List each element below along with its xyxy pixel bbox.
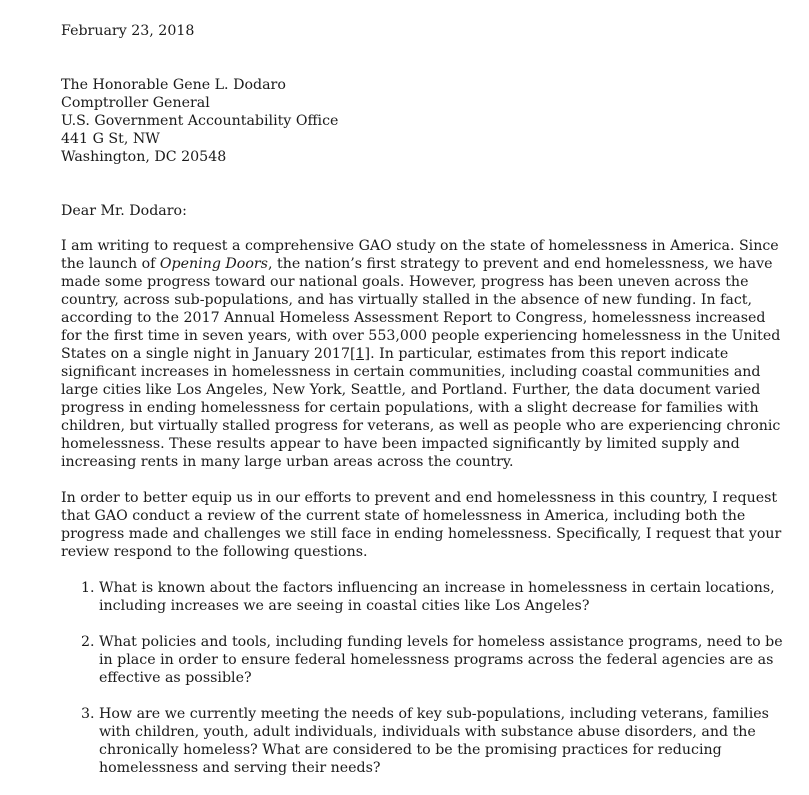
para1-text-c: . In particular, estimates from this report indicate significant increases in homelessness in certain communities, including coastal communities and large cities like Los Angeles, New York, Seattle, and Portland. Further, the data document varied progress in ending homelessness for certain populations, with a slight decrease for families with children, but virtually stalled progress for veterans, as well as people who are experiencing chronic homelessness. These results appear to have been impacted significantly by limited supply and increasing rents in many large urban areas across the country. — [61, 346, 781, 470]
body-paragraph-2: In order to better equip us in our efforts to prevent and end homelessness in this country, I request that GAO conduct a review of the current state of homelessness in America, including both the progress made and challenges we still face in ending homelessness. Specifically, I request that your review respond to the following questions. — [61, 490, 782, 560]
address-line-street: 441 G St, NW — [61, 131, 160, 147]
address-line-city: Washington, DC 20548 — [61, 149, 227, 165]
letter-page — [61, 22, 789, 795]
address-line-office: U.S. Government Accountability Office — [61, 113, 339, 129]
address-line-name: The Honorable Gene L. Dodaro — [61, 77, 286, 93]
questions-list — [61, 579, 789, 777]
question-item-1: 1. What is known about the factors influencing an increase in homelessness in certain locations, including increases we are seeing in coastal cities like Los Angeles? — [99, 579, 789, 615]
letter-date: February 23, 2018 — [61, 23, 195, 39]
opening-doors-title: Opening Doors — [159, 256, 268, 272]
para1-text-a: I am writing to request a comprehensive GAO study on the state of homelessness in America. Since the launch of — [61, 238, 779, 272]
recipient-address — [61, 76, 789, 166]
para1-text-b: , the nation’s first strategy to prevent and end homelessness, we have made some progress toward our national goals. However, progress has been uneven across the country, across sub-populations, and has virtually stalled in the absence of new funding. In fact, according to the 2017 Annual Homeless Assessment Report to Congress, homelessness increased for the first time in seven years, with over 553,000 people experiencing homelessness in the United States on a single night in January 2017 — [61, 256, 781, 362]
body-paragraph-1 — [61, 237, 789, 471]
address-line-title: Comptroller General — [61, 95, 210, 111]
question-item-3: 3. How are we currently meeting the needs of key sub-populations, including veterans, families with children, youth, adult individuals, individuals with substance abuse disorders, and the chronically homeless? What are considered to be the promising practices for reducing homelessness and serving their needs? — [99, 705, 789, 777]
footnote-link-1[interactable]: [1] — [350, 346, 371, 362]
salutation: Dear Mr. Dodaro: — [61, 203, 187, 219]
question-item-2: 2. What policies and tools, including funding levels for homeless assistance programs, need to be in place in order to ensure federal homelessness programs across the federal agencies are as effective as possible? — [99, 633, 789, 687]
